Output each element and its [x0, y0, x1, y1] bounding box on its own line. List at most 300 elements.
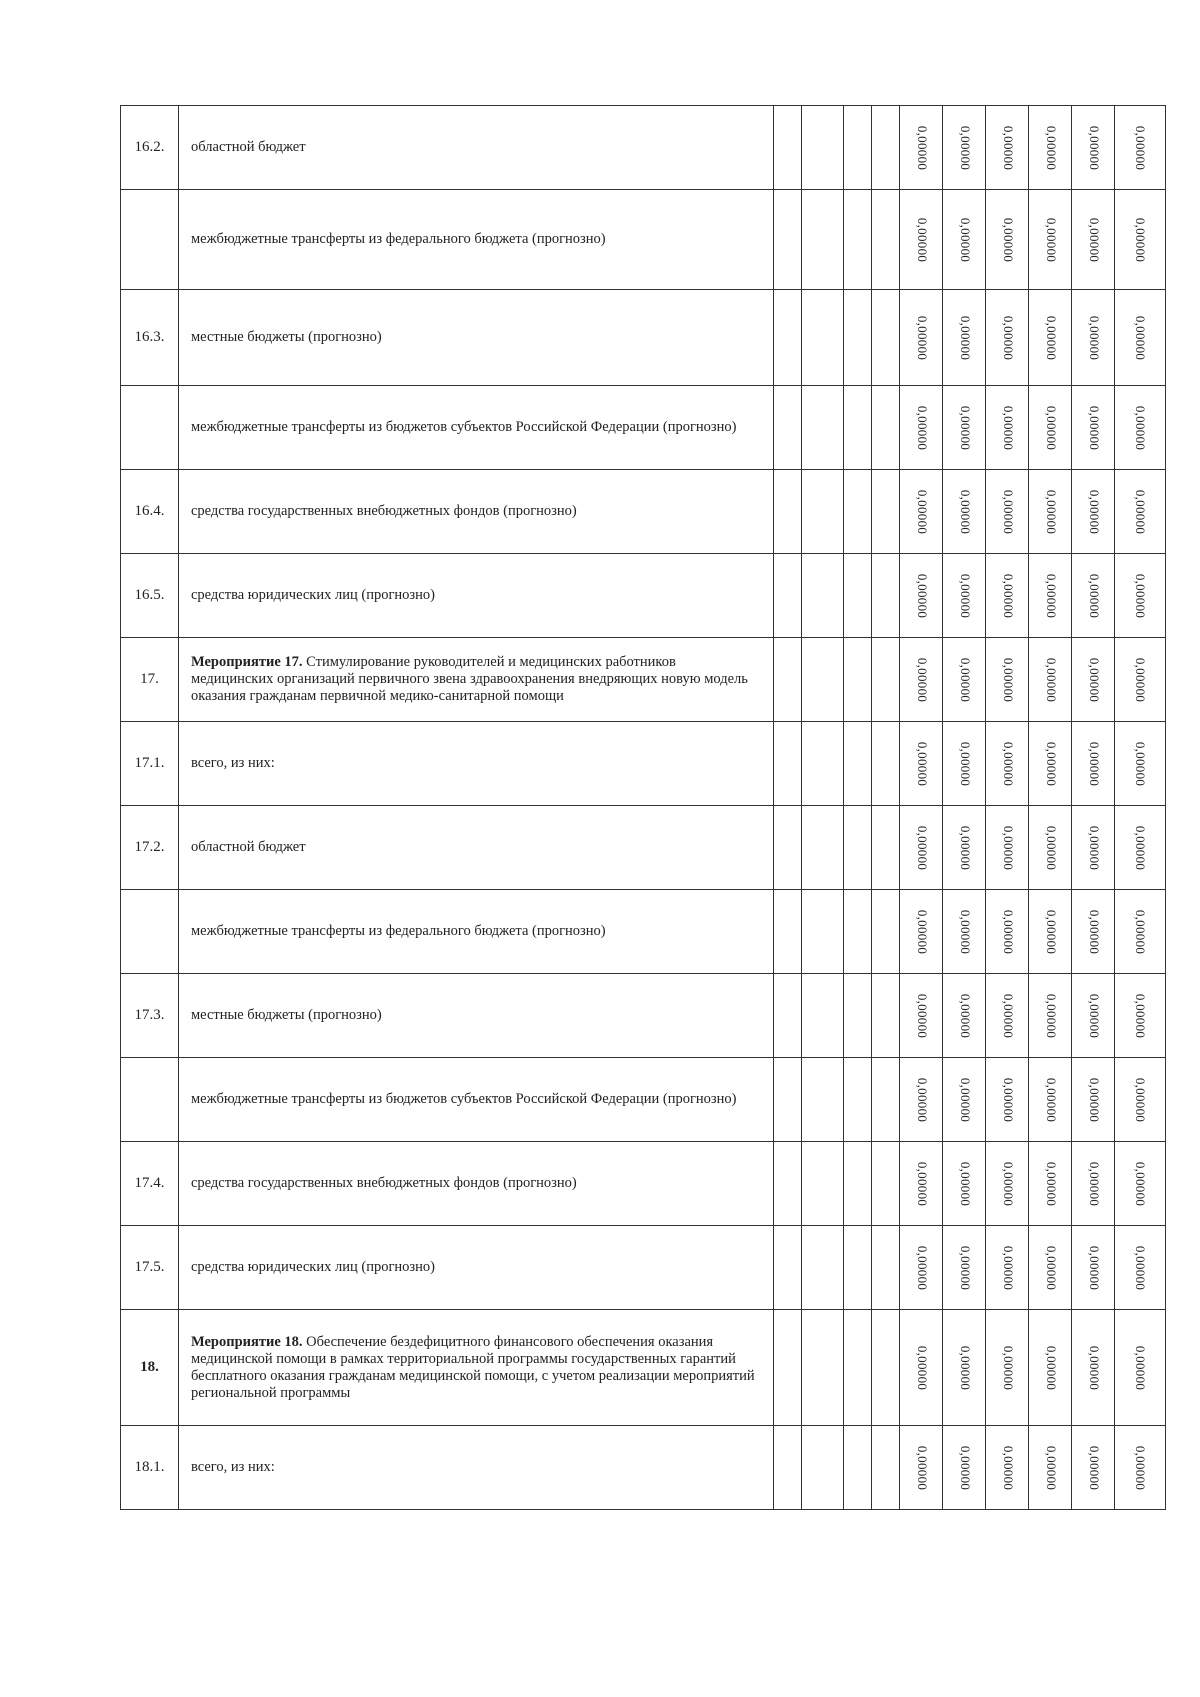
- row-description: [179, 106, 774, 190]
- value-cell: [1115, 806, 1166, 890]
- value-cell: [986, 290, 1029, 386]
- value-cell: [1072, 1142, 1115, 1226]
- value-text: 0,00000: [1044, 1445, 1060, 1490]
- empty-cell: [802, 722, 844, 806]
- row-description: [179, 554, 774, 638]
- empty-cell: [802, 1142, 844, 1226]
- empty-cell: [872, 386, 900, 470]
- table-row: [121, 386, 1166, 470]
- budget-table: [120, 105, 1166, 1510]
- value-cell: [1115, 1310, 1166, 1426]
- value-text: 0,00000: [1001, 825, 1017, 870]
- value-cell: [1029, 638, 1072, 722]
- value-cell: [1115, 1142, 1166, 1226]
- value-cell: [900, 386, 943, 470]
- value-text: 0,00000: [915, 405, 931, 450]
- row-description: [179, 1142, 774, 1226]
- value-text: 0,00000: [958, 217, 974, 262]
- table-row: [121, 470, 1166, 554]
- value-text: 0,00000: [1044, 909, 1060, 954]
- row-description: [179, 290, 774, 386]
- value-cell: [1072, 1226, 1115, 1310]
- value-text: 0,00000: [1044, 217, 1060, 262]
- row-number: 17.1.: [121, 722, 179, 806]
- value-text: 0,00000: [958, 1345, 974, 1390]
- row-description: [179, 1226, 774, 1310]
- table-row: [121, 1310, 1166, 1426]
- row-number: [121, 386, 179, 470]
- value-cell: [943, 290, 986, 386]
- empty-cell: [774, 1426, 802, 1510]
- value-cell: [986, 1058, 1029, 1142]
- description-text: межбюджетные трансферты из федерального бюджета (прогнозно): [191, 231, 606, 247]
- value-cell: [1072, 1058, 1115, 1142]
- value-cell: [1072, 106, 1115, 190]
- table-row: [121, 638, 1166, 722]
- empty-cell: [872, 722, 900, 806]
- table-row: [121, 1142, 1166, 1226]
- value-text: 0,00000: [1087, 657, 1103, 702]
- value-cell: [943, 386, 986, 470]
- description-text: Обеспечение бездефицитного финансового обеспечения оказания медицинской помощи в рамках территориальной программы государственных гарантий бесплатного оказания гражданам медицинской помощи, с учетом реализации мероприятий региональной программы: [191, 1333, 755, 1401]
- empty-cell: [774, 1226, 802, 1310]
- value-cell: [900, 722, 943, 806]
- value-cell: [986, 1310, 1029, 1426]
- table-row: [121, 722, 1166, 806]
- value-cell: [943, 974, 986, 1058]
- empty-cell: [844, 470, 872, 554]
- value-cell: [1115, 974, 1166, 1058]
- empty-cell: [872, 890, 900, 974]
- value-cell: [1072, 890, 1115, 974]
- value-text: 0,00000: [1132, 573, 1148, 618]
- empty-cell: [802, 890, 844, 974]
- value-cell: [1072, 638, 1115, 722]
- empty-cell: [802, 974, 844, 1058]
- empty-cell: [872, 1310, 900, 1426]
- value-cell: [1029, 290, 1072, 386]
- value-cell: [943, 190, 986, 290]
- value-cell: [943, 722, 986, 806]
- table-row: [121, 890, 1166, 974]
- value-cell: [986, 1226, 1029, 1310]
- row-description: [179, 470, 774, 554]
- empty-cell: [774, 470, 802, 554]
- value-cell: [986, 190, 1029, 290]
- row-number: 17.: [121, 638, 179, 722]
- empty-cell: [802, 190, 844, 290]
- value-cell: [1029, 1426, 1072, 1510]
- empty-cell: [844, 806, 872, 890]
- value-text: 0,00000: [1044, 1077, 1060, 1122]
- empty-cell: [872, 554, 900, 638]
- value-cell: [900, 1142, 943, 1226]
- value-cell: [986, 890, 1029, 974]
- value-cell: [900, 638, 943, 722]
- value-text: 0,00000: [1044, 1245, 1060, 1290]
- table-row: [121, 1058, 1166, 1142]
- value-text: 0,00000: [958, 909, 974, 954]
- empty-cell: [844, 106, 872, 190]
- table-body: [121, 106, 1166, 1510]
- description-text: Стимулирование руководителей и медицинских работников медицинских организаций первичного звена здравоохранения внедряющих новую модель оказания гражданам первичной медико-санитарной помощи: [191, 654, 748, 704]
- value-text: 0,00000: [1087, 1345, 1103, 1390]
- value-text: 0,00000: [915, 217, 931, 262]
- value-cell: [900, 1226, 943, 1310]
- table-row: [121, 290, 1166, 386]
- value-text: 0,00000: [915, 909, 931, 954]
- value-cell: [900, 554, 943, 638]
- value-cell: [1029, 470, 1072, 554]
- value-cell: [986, 1142, 1029, 1226]
- value-cell: [1029, 1226, 1072, 1310]
- empty-cell: [872, 290, 900, 386]
- empty-cell: [774, 1058, 802, 1142]
- row-number: 16.4.: [121, 470, 179, 554]
- empty-cell: [802, 386, 844, 470]
- empty-cell: [844, 1142, 872, 1226]
- value-cell: [900, 1426, 943, 1510]
- value-text: 0,00000: [958, 993, 974, 1038]
- value-text: 0,00000: [1087, 573, 1103, 618]
- row-number: 17.2.: [121, 806, 179, 890]
- value-text: 0,00000: [958, 657, 974, 702]
- row-description: [179, 890, 774, 974]
- empty-cell: [872, 806, 900, 890]
- empty-cell: [802, 1426, 844, 1510]
- value-text: 0,00000: [1001, 741, 1017, 786]
- value-cell: [900, 290, 943, 386]
- empty-cell: [872, 1142, 900, 1226]
- row-number: 17.4.: [121, 1142, 179, 1226]
- value-text: 0,00000: [958, 405, 974, 450]
- value-text: 0,00000: [1132, 1445, 1148, 1490]
- value-cell: [900, 890, 943, 974]
- value-text: 0,00000: [915, 573, 931, 618]
- table-row: [121, 974, 1166, 1058]
- value-text: 0,00000: [915, 1445, 931, 1490]
- value-cell: [1072, 470, 1115, 554]
- value-text: 0,00000: [915, 825, 931, 870]
- value-text: 0,00000: [1132, 741, 1148, 786]
- empty-cell: [844, 554, 872, 638]
- empty-cell: [774, 722, 802, 806]
- row-description: [179, 1426, 774, 1510]
- value-cell: [943, 1310, 986, 1426]
- row-number: [121, 1058, 179, 1142]
- value-cell: [1115, 1058, 1166, 1142]
- table-row: [121, 106, 1166, 190]
- row-number: 17.5.: [121, 1226, 179, 1310]
- value-text: 0,00000: [1044, 489, 1060, 534]
- description-text: областной бюджет: [191, 839, 306, 855]
- value-text: 0,00000: [1132, 489, 1148, 534]
- value-text: 0,00000: [1044, 1161, 1060, 1206]
- empty-cell: [802, 470, 844, 554]
- value-text: 0,00000: [1044, 741, 1060, 786]
- description-text: средства государственных внебюджетных фондов (прогнозно): [191, 1175, 577, 1191]
- value-cell: [900, 106, 943, 190]
- value-cell: [943, 1426, 986, 1510]
- empty-cell: [802, 1310, 844, 1426]
- value-text: 0,00000: [958, 1245, 974, 1290]
- value-text: 0,00000: [1132, 657, 1148, 702]
- empty-cell: [844, 1226, 872, 1310]
- value-cell: [1115, 554, 1166, 638]
- value-text: 0,00000: [958, 1077, 974, 1122]
- value-cell: [1029, 1058, 1072, 1142]
- value-cell: [1072, 554, 1115, 638]
- row-number: 17.3.: [121, 974, 179, 1058]
- value-text: 0,00000: [1087, 741, 1103, 786]
- value-cell: [1115, 890, 1166, 974]
- value-text: 0,00000: [958, 825, 974, 870]
- value-cell: [1029, 890, 1072, 974]
- value-text: 0,00000: [1132, 1161, 1148, 1206]
- value-cell: [1115, 386, 1166, 470]
- value-cell: [943, 1058, 986, 1142]
- empty-cell: [802, 1226, 844, 1310]
- table-row: [121, 806, 1166, 890]
- empty-cell: [844, 974, 872, 1058]
- value-cell: [1115, 638, 1166, 722]
- description-text: областной бюджет: [191, 139, 306, 155]
- empty-cell: [844, 638, 872, 722]
- description-text: всего, из них:: [191, 1459, 275, 1475]
- value-text: 0,00000: [915, 741, 931, 786]
- value-text: 0,00000: [1087, 825, 1103, 870]
- value-cell: [986, 1426, 1029, 1510]
- value-text: 0,00000: [1044, 405, 1060, 450]
- value-text: 0,00000: [958, 741, 974, 786]
- value-text: 0,00000: [1132, 1245, 1148, 1290]
- description-text: средства юридических лиц (прогнозно): [191, 1259, 435, 1275]
- value-cell: [1072, 722, 1115, 806]
- value-text: 0,00000: [1087, 315, 1103, 360]
- value-cell: [943, 106, 986, 190]
- empty-cell: [844, 190, 872, 290]
- value-text: 0,00000: [1132, 315, 1148, 360]
- value-cell: [1115, 470, 1166, 554]
- empty-cell: [844, 290, 872, 386]
- value-text: 0,00000: [1001, 1445, 1017, 1490]
- value-cell: [943, 890, 986, 974]
- description-text: средства государственных внебюджетных фондов (прогнозно): [191, 503, 577, 519]
- value-cell: [1029, 190, 1072, 290]
- value-cell: [986, 974, 1029, 1058]
- value-text: 0,00000: [1087, 993, 1103, 1038]
- value-cell: [986, 554, 1029, 638]
- value-text: 0,00000: [1132, 405, 1148, 450]
- value-text: 0,00000: [1087, 1161, 1103, 1206]
- value-cell: [1072, 386, 1115, 470]
- value-cell: [1029, 106, 1072, 190]
- empty-cell: [774, 806, 802, 890]
- value-text: 0,00000: [1001, 489, 1017, 534]
- value-cell: [900, 470, 943, 554]
- row-description: [179, 806, 774, 890]
- value-text: 0,00000: [1044, 1345, 1060, 1390]
- value-cell: [1029, 1310, 1072, 1426]
- value-text: 0,00000: [1001, 1161, 1017, 1206]
- value-text: 0,00000: [1001, 315, 1017, 360]
- value-cell: [1115, 190, 1166, 290]
- value-text: 0,00000: [1001, 217, 1017, 262]
- row-number: 18.: [121, 1310, 179, 1426]
- value-text: 0,00000: [1087, 1445, 1103, 1490]
- value-cell: [986, 470, 1029, 554]
- description-text: всего, из них:: [191, 755, 275, 771]
- value-cell: [986, 106, 1029, 190]
- value-text: 0,00000: [1044, 573, 1060, 618]
- empty-cell: [872, 1226, 900, 1310]
- value-cell: [943, 470, 986, 554]
- value-text: 0,00000: [915, 993, 931, 1038]
- value-text: 0,00000: [915, 489, 931, 534]
- value-cell: [1115, 1426, 1166, 1510]
- value-text: 0,00000: [1087, 489, 1103, 534]
- value-cell: [1029, 1142, 1072, 1226]
- row-number: 16.3.: [121, 290, 179, 386]
- value-text: 0,00000: [1132, 217, 1148, 262]
- value-cell: [1029, 974, 1072, 1058]
- value-text: 0,00000: [1132, 1345, 1148, 1390]
- value-text: 0,00000: [1087, 1245, 1103, 1290]
- row-description: [179, 190, 774, 290]
- value-text: 0,00000: [1001, 657, 1017, 702]
- row-description: [179, 1058, 774, 1142]
- empty-cell: [802, 554, 844, 638]
- value-text: 0,00000: [958, 1445, 974, 1490]
- value-cell: [986, 386, 1029, 470]
- value-text: 0,00000: [958, 489, 974, 534]
- empty-cell: [872, 1426, 900, 1510]
- activity-title: Мероприятие 18.: [191, 1333, 303, 1350]
- value-text: 0,00000: [915, 125, 931, 170]
- table-row: [121, 554, 1166, 638]
- value-cell: [1115, 722, 1166, 806]
- value-cell: [1072, 806, 1115, 890]
- row-description: [179, 1310, 774, 1426]
- empty-cell: [774, 974, 802, 1058]
- value-cell: [900, 1310, 943, 1426]
- empty-cell: [802, 290, 844, 386]
- empty-cell: [774, 638, 802, 722]
- value-cell: [986, 806, 1029, 890]
- empty-cell: [802, 638, 844, 722]
- value-text: 0,00000: [1132, 125, 1148, 170]
- value-text: 0,00000: [958, 315, 974, 360]
- empty-cell: [774, 290, 802, 386]
- empty-cell: [802, 806, 844, 890]
- value-text: 0,00000: [1087, 909, 1103, 954]
- empty-cell: [774, 190, 802, 290]
- value-text: 0,00000: [1001, 405, 1017, 450]
- value-text: 0,00000: [915, 315, 931, 360]
- value-cell: [1115, 290, 1166, 386]
- empty-cell: [872, 106, 900, 190]
- table-row: [121, 1426, 1166, 1510]
- value-text: 0,00000: [1001, 909, 1017, 954]
- empty-cell: [872, 638, 900, 722]
- value-text: 0,00000: [915, 1161, 931, 1206]
- empty-cell: [844, 890, 872, 974]
- value-text: 0,00000: [1001, 993, 1017, 1038]
- value-text: 0,00000: [958, 573, 974, 618]
- row-description: [179, 386, 774, 470]
- value-text: 0,00000: [1132, 1077, 1148, 1122]
- empty-cell: [774, 386, 802, 470]
- description-text: межбюджетные трансферты из бюджетов субъектов Российской Федерации (прогнозно): [191, 419, 737, 435]
- value-cell: [943, 1226, 986, 1310]
- value-text: 0,00000: [1132, 909, 1148, 954]
- row-description: [179, 722, 774, 806]
- value-text: 0,00000: [1132, 993, 1148, 1038]
- value-text: 0,00000: [1044, 993, 1060, 1038]
- value-text: 0,00000: [1087, 217, 1103, 262]
- description-text: межбюджетные трансферты из федерального бюджета (прогнозно): [191, 923, 606, 939]
- value-cell: [1072, 1426, 1115, 1510]
- empty-cell: [774, 1142, 802, 1226]
- value-text: 0,00000: [1001, 1077, 1017, 1122]
- value-text: 0,00000: [1087, 125, 1103, 170]
- description-text: межбюджетные трансферты из бюджетов субъектов Российской Федерации (прогнозно): [191, 1091, 737, 1107]
- empty-cell: [872, 974, 900, 1058]
- empty-cell: [774, 1310, 802, 1426]
- value-cell: [900, 974, 943, 1058]
- value-text: 0,00000: [1001, 1345, 1017, 1390]
- value-cell: [943, 554, 986, 638]
- row-number: [121, 190, 179, 290]
- value-text: 0,00000: [915, 1077, 931, 1122]
- value-cell: [900, 1058, 943, 1142]
- value-cell: [1072, 1310, 1115, 1426]
- value-cell: [1072, 974, 1115, 1058]
- value-cell: [1029, 386, 1072, 470]
- table-row: [121, 1226, 1166, 1310]
- empty-cell: [774, 890, 802, 974]
- empty-cell: [844, 1058, 872, 1142]
- value-cell: [943, 638, 986, 722]
- empty-cell: [802, 106, 844, 190]
- row-number: 18.1.: [121, 1426, 179, 1510]
- value-cell: [1029, 722, 1072, 806]
- value-cell: [943, 806, 986, 890]
- row-description: [179, 974, 774, 1058]
- empty-cell: [844, 1426, 872, 1510]
- row-description: [179, 638, 774, 722]
- description-text: средства юридических лиц (прогнозно): [191, 587, 435, 603]
- value-text: 0,00000: [1001, 125, 1017, 170]
- row-number: 16.5.: [121, 554, 179, 638]
- row-number: [121, 890, 179, 974]
- value-cell: [1115, 106, 1166, 190]
- value-text: 0,00000: [958, 125, 974, 170]
- value-cell: [943, 1142, 986, 1226]
- empty-cell: [872, 190, 900, 290]
- value-text: 0,00000: [1001, 1245, 1017, 1290]
- value-cell: [1072, 290, 1115, 386]
- value-cell: [1029, 806, 1072, 890]
- value-cell: [986, 638, 1029, 722]
- value-cell: [1072, 190, 1115, 290]
- value-text: 0,00000: [1044, 825, 1060, 870]
- empty-cell: [872, 470, 900, 554]
- description-text: местные бюджеты (прогнозно): [191, 329, 382, 345]
- empty-cell: [802, 1058, 844, 1142]
- value-text: 0,00000: [1044, 315, 1060, 360]
- value-text: 0,00000: [1087, 405, 1103, 450]
